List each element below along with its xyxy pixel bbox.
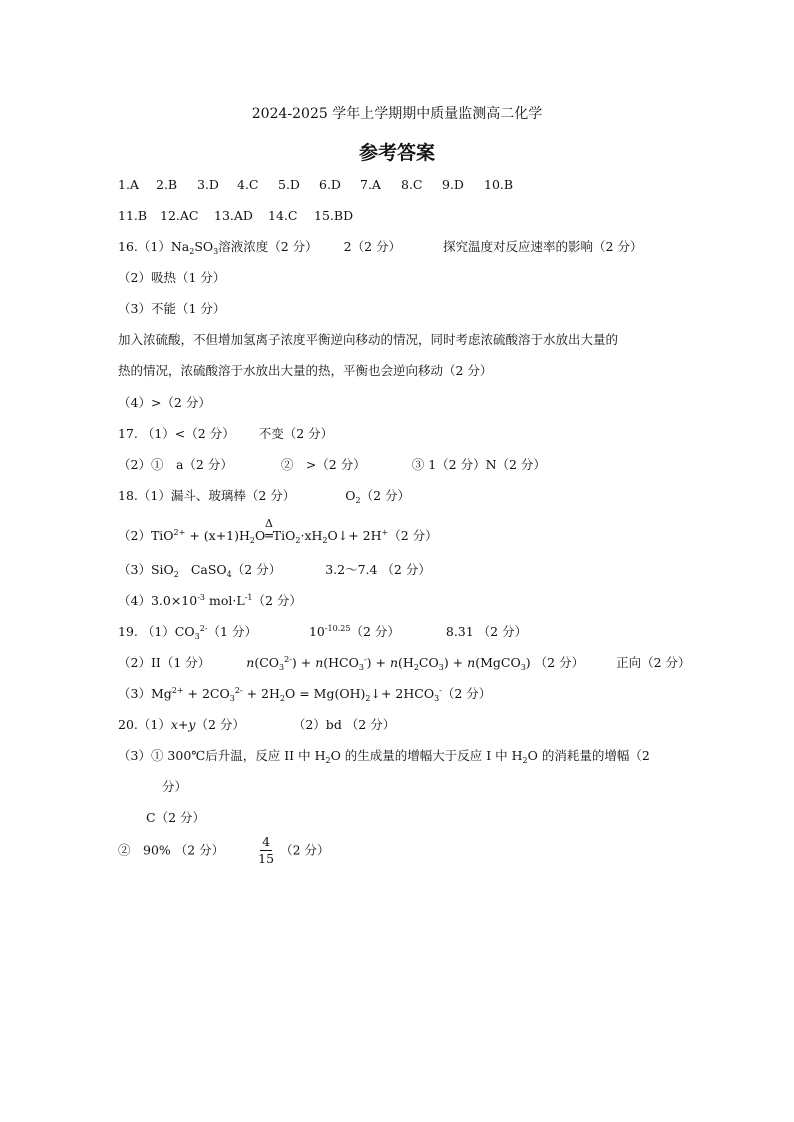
mc-answer: 9.D bbox=[442, 177, 464, 192]
q20-line-4: C（2 分） bbox=[146, 810, 205, 825]
mc-row-2 bbox=[118, 207, 353, 225]
q16-line-1: $16.(1)Na_2SO_3$溶液浓度（2 分） 2（2 分） 探究温度对反应速率的影响（2 分） bbox=[118, 239, 643, 256]
mc-answer: 11.B bbox=[118, 208, 148, 223]
mc-answer: 3.D bbox=[197, 177, 219, 192]
q18-line-3: （3）SiO$_2$ CaSO$_4$（2 分） 3.2～7.4 （2 分） bbox=[118, 562, 431, 579]
mc-answer: 10.B bbox=[484, 177, 514, 192]
q20-line-5: ② 90% （2 分） $\frac{4}{15}$ （2 分） bbox=[118, 834, 330, 866]
mc-answer: 1.A bbox=[118, 177, 139, 192]
page-title: 2024-2025 学年上学期期中质量监测高二化学 bbox=[251, 106, 543, 122]
mc-row-1 bbox=[118, 176, 513, 194]
q16-line-4: 加入浓硫酸，不但增加氢离子浓度平衡逆向移动的情况，同时考虑浓硫酸溶于水放出大量的 bbox=[118, 332, 619, 347]
q18-line-4: $(4)3.0\times 10^{-3}$ $mol\cdot L^{-1}(2$ 分） bbox=[118, 593, 302, 608]
mc-answer: 7.A bbox=[360, 177, 381, 192]
mc-answer: 13.AD bbox=[214, 208, 253, 223]
q20-line-2: （3）① 300℃后升温，反应 II 中 $H_2O$ 的生成量的增幅大于反应 I 中 $H_2O$ 的消耗量的增幅（2 bbox=[118, 748, 650, 765]
q20-line-3: 分） bbox=[162, 779, 188, 794]
q18-line-2: $(2)TiO^{2+} + (x+1)H_2O$ Δ $═TiO_2\cdot xH_2O↓+ 2H^+(2$ 分） bbox=[118, 517, 438, 545]
mc-answer: 8.C bbox=[401, 177, 423, 192]
mc-answer: 4.C bbox=[237, 177, 259, 192]
fraction: $\frac{4}{15}$ bbox=[258, 834, 275, 866]
q16-line-5: 热的情况，浓硫酸溶于水放出大量的热，平衡也会逆向移动（2 分） bbox=[118, 363, 493, 378]
mc-answer: 2.B bbox=[156, 177, 178, 192]
q18-line-1: 18.（1）漏斗、玻璃棒（2 分） $O_2(2$ 分） bbox=[118, 488, 411, 505]
q20-line-1: 20.（1）x+y（2 分） （2）bd （2 分） bbox=[118, 717, 396, 732]
mc-answer: 12.AC bbox=[160, 208, 199, 223]
q19-line-2: （2）II（1 分） $n(CO_3^{2-}) + n(HCO_3^-) + n(H_2CO_3)$ + n(MgCO$_3$) （2 分） 正向（2 分） bbox=[118, 655, 691, 672]
heating-equals-sign: Δ ═ bbox=[265, 517, 273, 543]
q17-line-2: （2）① a（2 分） ② >（2 分） ③ 1（2 分）N（2 分） bbox=[118, 457, 546, 472]
mc-answer: 6.D bbox=[319, 177, 341, 192]
q19-line-3: $(3)Mg^{2+} + 2CO_3^{2-} + 2H_2O$ = $Mg(OH)_2↓+ 2HCO_3^-(2$ 分） bbox=[118, 686, 492, 703]
page-subtitle: 参考答案 bbox=[358, 142, 435, 164]
mc-answer: 14.C bbox=[268, 208, 298, 223]
q16-line-6: （4）>（2 分） bbox=[118, 395, 211, 410]
q16-line-2: （2）吸热（1 分） bbox=[118, 270, 226, 285]
q17-line-1: 17. （1）<（2 分） 不变（2 分） bbox=[118, 426, 334, 441]
q16-line-3: （3）不能（1 分） bbox=[118, 301, 226, 316]
mc-answer: 5.D bbox=[278, 177, 300, 192]
mc-answer: 15.BD bbox=[314, 208, 354, 223]
q19-line-1: 19. $(1)CO_3^{2-}(1$ 分） $10^{-10.25}(2$ 分） 8.31 （2 分） bbox=[118, 624, 528, 641]
